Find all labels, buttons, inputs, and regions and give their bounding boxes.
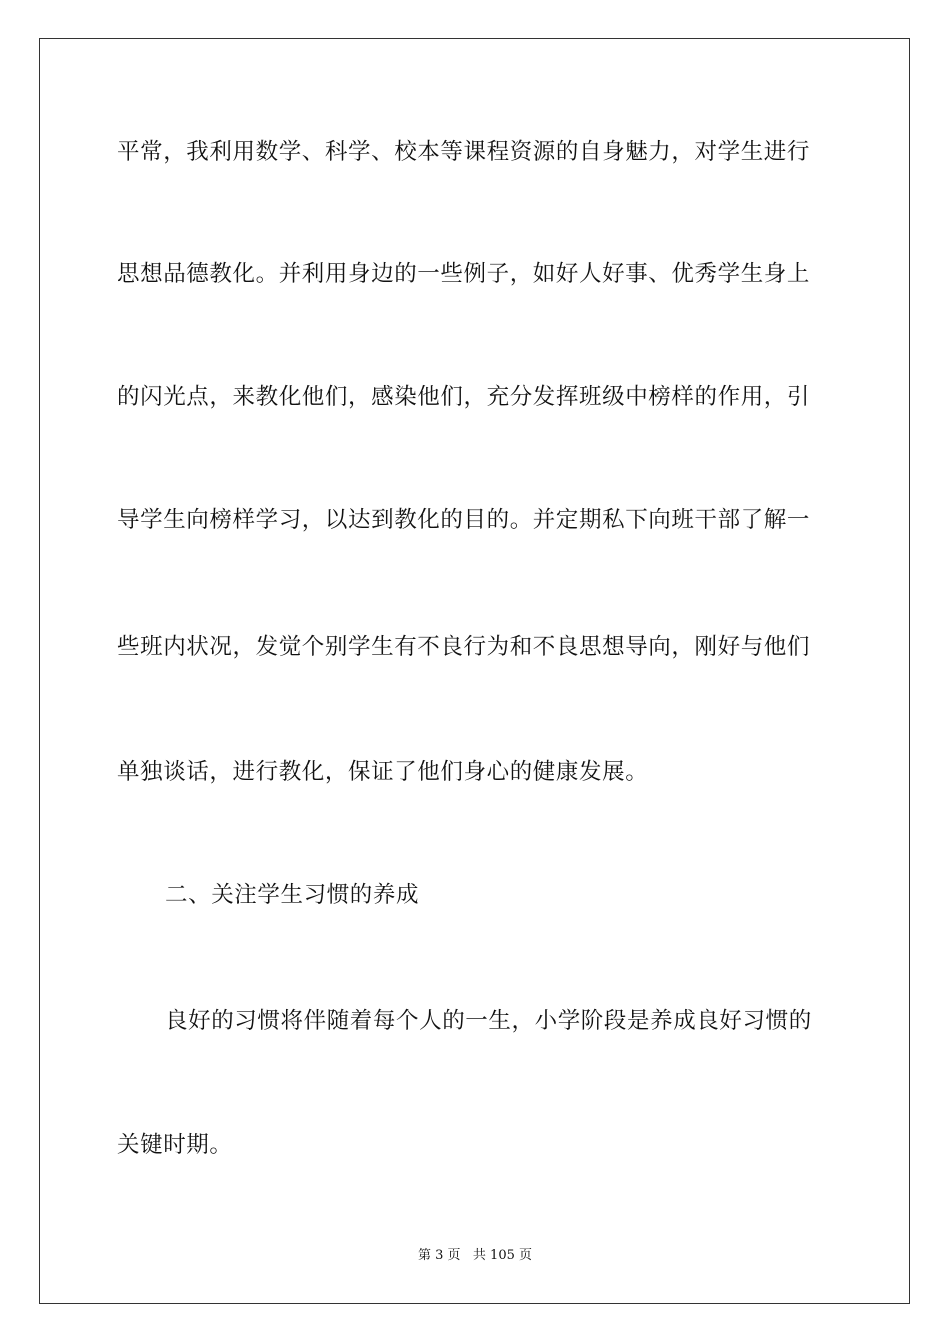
paragraph-line-2: 关键时期。 [117,1132,233,1158]
body-line-2: 思想品德教化。并利用身边的一些例子，如好人好事、优秀学生身上 [117,261,811,287]
page-border [39,38,910,1304]
body-line-4: 导学生向榜样学习，以达到教化的目的。并定期私下向班干部了解一 [117,507,811,533]
body-line-1: 平常，我利用数学、科学、校本等课程资源的自身魅力，对学生进行 [117,139,811,165]
page-number-footer: 第 3 页 共 105 页 [417,1248,532,1263]
body-line-5: 些班内状况，发觉个别学生有不良行为和不良思想导向，刚好与他们 [117,634,811,660]
section-heading: 二、关注学生习惯的养成 [165,882,420,908]
body-line-3: 的闪光点，来教化他们，感染他们，充分发挥班级中榜样的作用，引 [117,384,811,410]
paragraph-line-1: 良好的习惯将伴随着每个人的一生，小学阶段是养成良好习惯的 [165,1008,812,1034]
body-line-6: 单独谈话，进行教化，保证了他们身心的健康发展。 [117,759,649,785]
